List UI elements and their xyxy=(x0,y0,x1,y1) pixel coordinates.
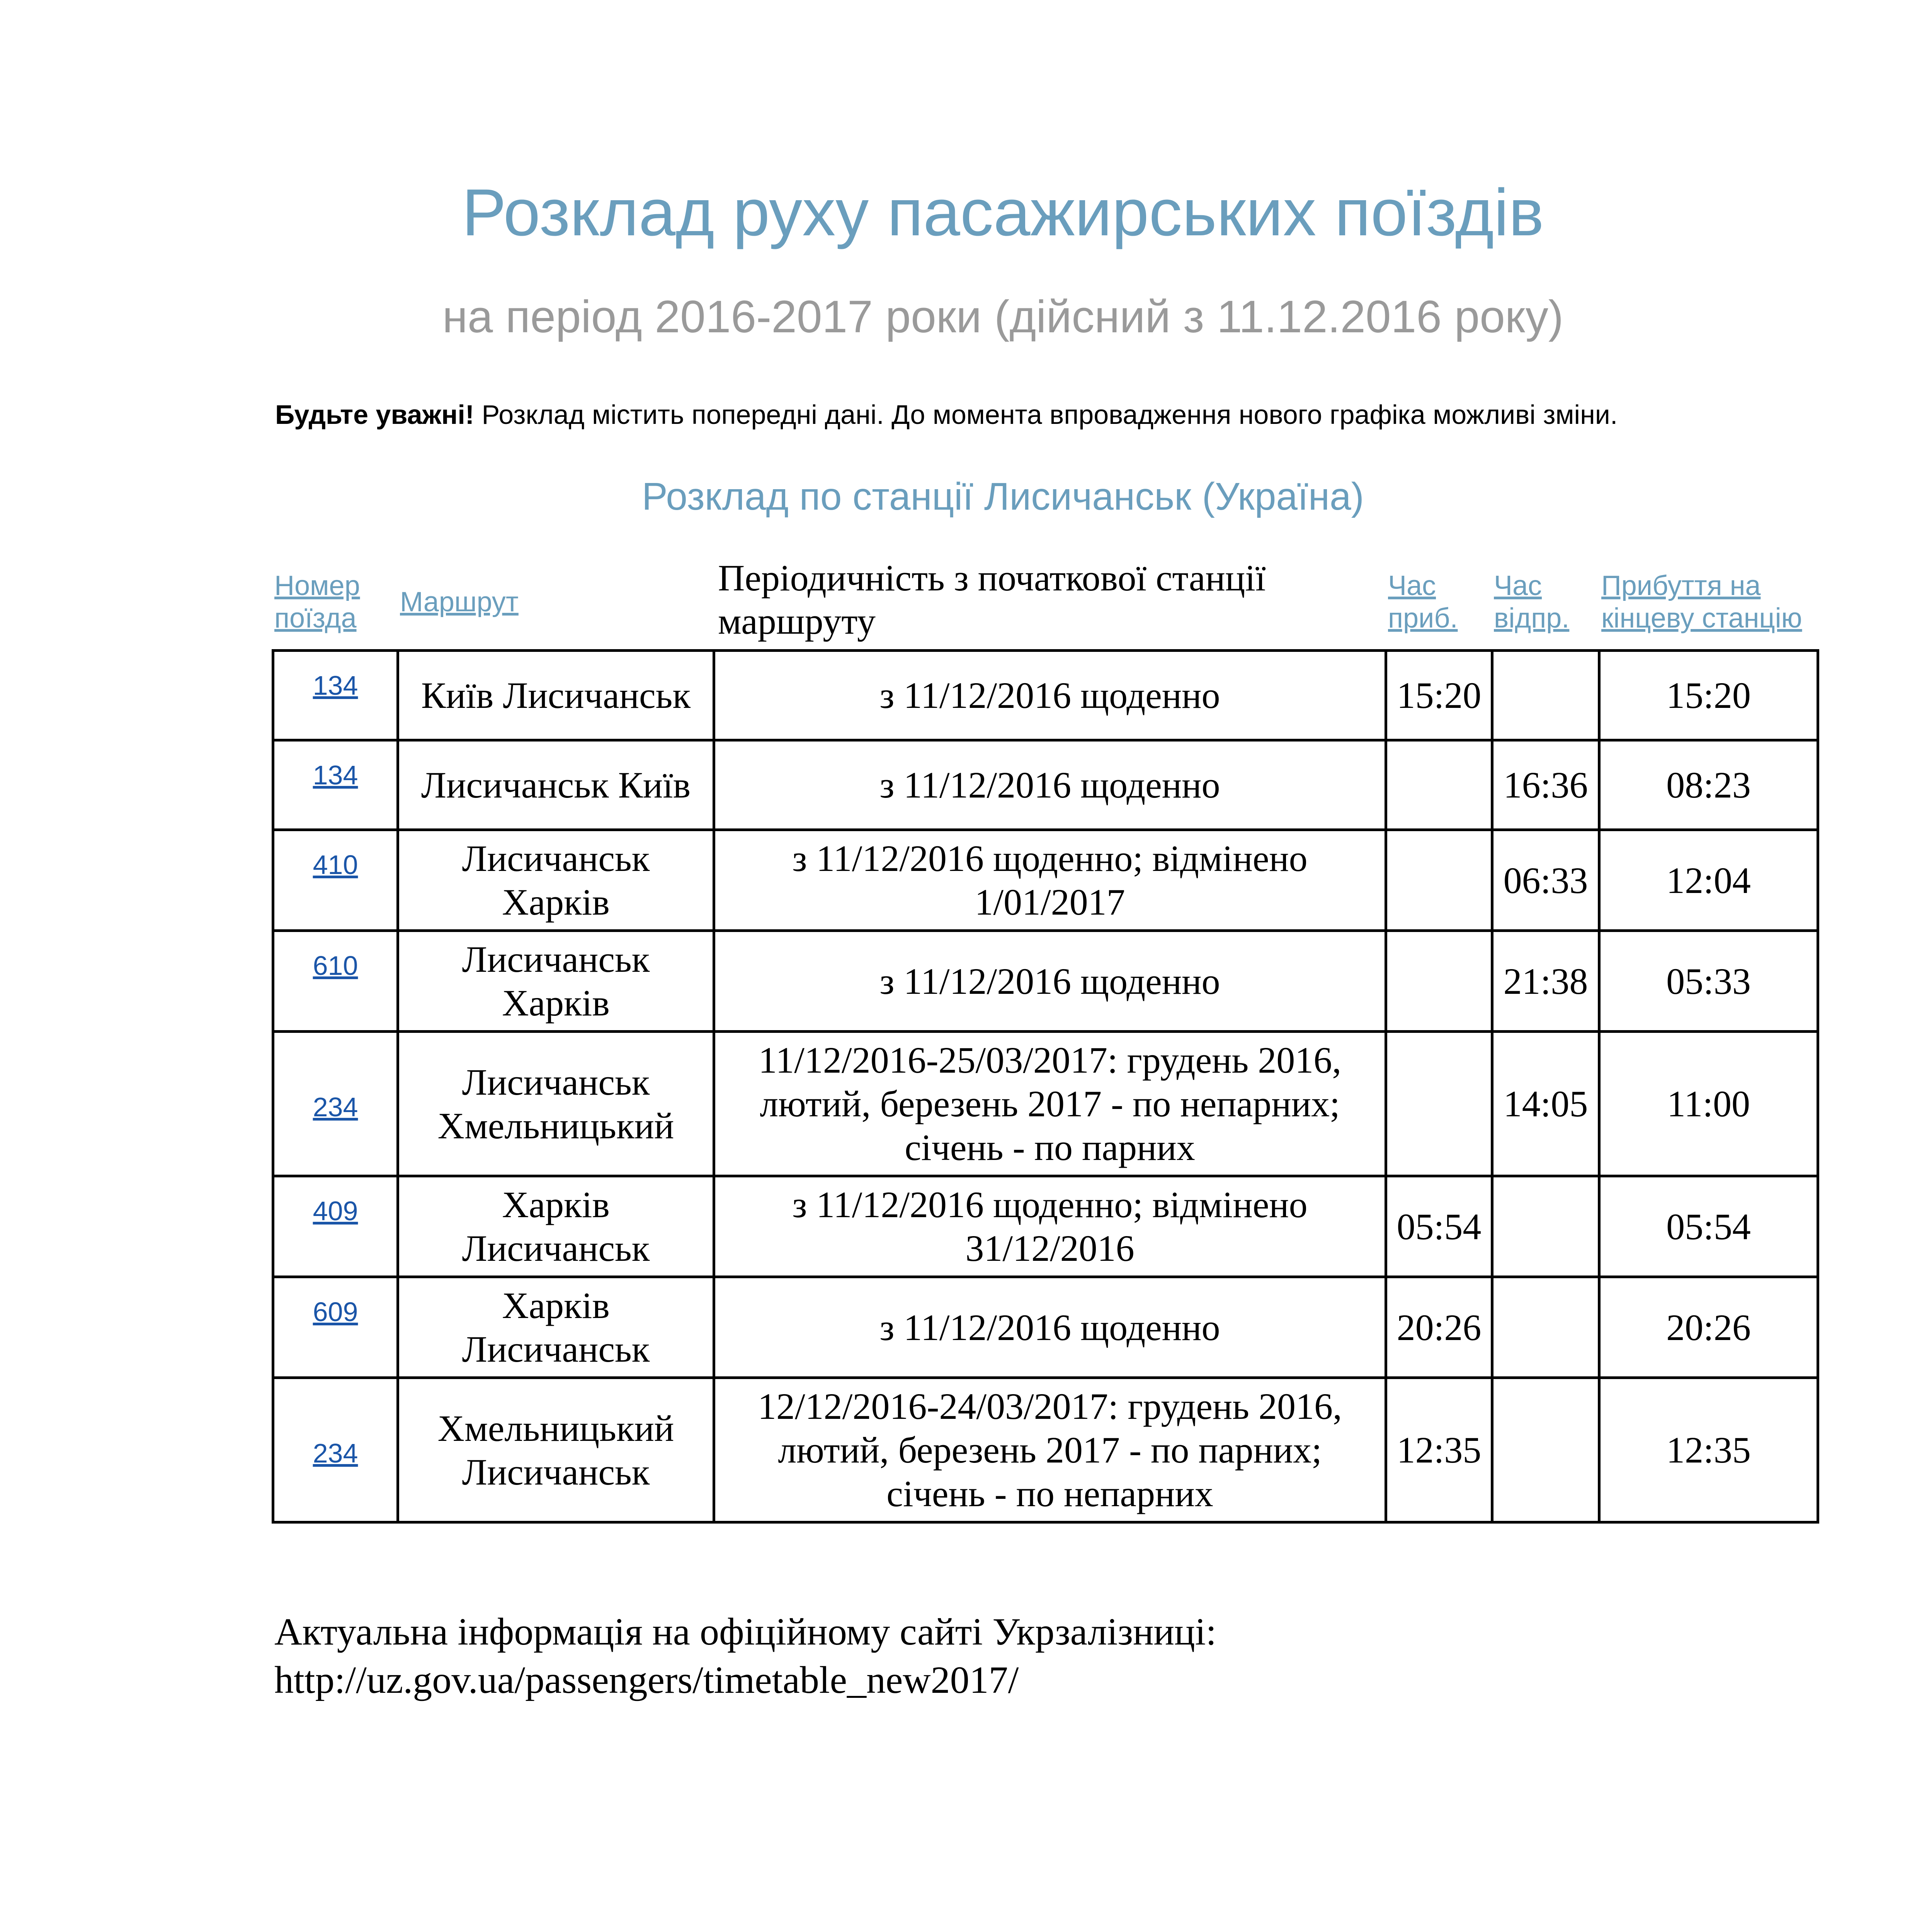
route-cell: Лисичанськ Харків xyxy=(398,931,714,1032)
arrival-cell: 12:35 xyxy=(1386,1378,1492,1522)
column-header-departure-line2: відпр. xyxy=(1494,603,1570,634)
arrival-cell xyxy=(1386,830,1492,931)
arrival-cell xyxy=(1386,931,1492,1032)
notice-bold: Будьте уважні! xyxy=(275,400,475,430)
train-number-link[interactable]: 234 xyxy=(313,1438,358,1468)
train-number-link[interactable]: 134 xyxy=(313,760,358,790)
route-cell: Лисичанськ Харків xyxy=(398,830,714,931)
train-number-cell xyxy=(273,1277,398,1378)
route-cell: Лисичанськ Київ xyxy=(398,740,714,830)
table-row xyxy=(273,651,1818,740)
footer-note xyxy=(274,1607,1216,1704)
train-number-link[interactable]: 134 xyxy=(313,670,358,701)
arrival-cell xyxy=(1386,740,1492,830)
route-cell: Київ Лисичанськ xyxy=(398,651,714,740)
route-cell: Лисичанськ Хмельницький xyxy=(398,1032,714,1176)
arrival-cell xyxy=(1386,1032,1492,1176)
table-row xyxy=(273,830,1818,931)
departure-cell: 14:05 xyxy=(1492,1032,1599,1176)
page-subtitle: на період 2016-2017 роки (дійсний з 11.12.2016 року) xyxy=(442,291,1564,342)
period-cell: з 11/12/2016 щоденно; відмінено 1/01/2017 xyxy=(714,830,1386,931)
period-cell: 12/12/2016-24/03/2017: грудень 2016, лютий, березень 2017 - по парних; січень - по непарних xyxy=(714,1378,1386,1522)
train-number-cell xyxy=(273,1032,398,1176)
column-header-arrival-line1: Час xyxy=(1388,570,1436,601)
final-arrival-cell: 15:20 xyxy=(1599,651,1818,740)
departure-cell: 06:33 xyxy=(1492,830,1599,931)
train-number-link[interactable]: 609 xyxy=(313,1297,358,1327)
final-arrival-cell: 05:54 xyxy=(1599,1176,1818,1277)
final-arrival-cell: 12:35 xyxy=(1599,1378,1818,1522)
arrival-cell: 15:20 xyxy=(1386,651,1492,740)
train-number-link[interactable]: 610 xyxy=(313,951,358,981)
train-number-cell xyxy=(273,740,398,830)
table-row xyxy=(273,740,1818,830)
page-title: Розклад руху пасажирських поїздів xyxy=(462,175,1544,250)
column-header-arrival-line2: приб. xyxy=(1388,603,1458,634)
column-header-train-line2: поїзда xyxy=(274,603,357,634)
column-header-departure[interactable] xyxy=(1494,570,1569,634)
table-row xyxy=(273,1378,1818,1522)
footer-line1: Актуальна інформація на офіційному сайті Укрзалізниці: xyxy=(274,1610,1217,1653)
column-header-route[interactable]: Маршрут xyxy=(400,587,519,617)
departure-cell: 21:38 xyxy=(1492,931,1599,1032)
train-number-link[interactable]: 409 xyxy=(313,1196,358,1226)
column-header-train-line1: Номер xyxy=(274,570,360,601)
train-number-link[interactable]: 234 xyxy=(313,1092,358,1122)
departure-cell xyxy=(1492,1176,1599,1277)
period-cell: з 11/12/2016 щоденно xyxy=(714,740,1386,830)
train-number-cell xyxy=(273,931,398,1032)
departure-cell xyxy=(1492,651,1599,740)
period-cell: з 11/12/2016 щоденно xyxy=(714,931,1386,1032)
table-row xyxy=(273,1277,1818,1378)
schedule-table xyxy=(272,649,1819,1524)
final-arrival-cell: 05:33 xyxy=(1599,931,1818,1032)
column-header-period: Періодичність з початкової станції маршруту xyxy=(718,557,1266,642)
period-cell: з 11/12/2016 щоденно xyxy=(714,1277,1386,1378)
arrival-cell: 20:26 xyxy=(1386,1277,1492,1378)
final-arrival-cell: 11:00 xyxy=(1599,1032,1818,1176)
train-number-cell xyxy=(273,1176,398,1277)
route-cell: Харків Лисичанськ xyxy=(398,1277,714,1378)
final-arrival-cell: 12:04 xyxy=(1599,830,1818,931)
route-cell: Харків Лисичанськ xyxy=(398,1176,714,1277)
route-cell: Хмельницький Лисичанськ xyxy=(398,1378,714,1522)
column-header-final-arrival-line1: Прибуття на xyxy=(1601,570,1761,601)
final-arrival-cell: 20:26 xyxy=(1599,1277,1818,1378)
footer-url: http://uz.gov.ua/passengers/timetable_new2017/ xyxy=(274,1658,1019,1701)
final-arrival-cell: 08:23 xyxy=(1599,740,1818,830)
table-row xyxy=(273,931,1818,1032)
period-cell: з 11/12/2016 щоденно xyxy=(714,651,1386,740)
train-number-cell xyxy=(273,830,398,931)
train-number-cell xyxy=(273,651,398,740)
departure-cell xyxy=(1492,1277,1599,1378)
departure-cell xyxy=(1492,1378,1599,1522)
departure-cell: 16:36 xyxy=(1492,740,1599,830)
column-header-arrival[interactable] xyxy=(1388,570,1458,634)
column-header-train[interactable] xyxy=(274,570,360,634)
notice xyxy=(275,397,1618,432)
column-header-final-arrival-line2: кінцеву станцію xyxy=(1601,603,1802,634)
train-number-link[interactable]: 410 xyxy=(313,850,358,880)
period-cell: з 11/12/2016 щоденно; відмінено 31/12/2016 xyxy=(714,1176,1386,1277)
train-number-cell xyxy=(273,1378,398,1522)
notice-text: Розклад містить попередні дані. До момента впровадження нового графіка можливі зміни. xyxy=(474,400,1618,430)
column-header-departure-line1: Час xyxy=(1494,570,1542,601)
table-row xyxy=(273,1176,1818,1277)
table-row xyxy=(273,1032,1818,1176)
arrival-cell: 05:54 xyxy=(1386,1176,1492,1277)
period-cell: 11/12/2016-25/03/2017: грудень 2016, лютий, березень 2017 - по непарних; січень - по парних xyxy=(714,1032,1386,1176)
station-title: Розклад по станції Лисичанськ (Україна) xyxy=(642,475,1364,518)
column-header-final-arrival[interactable] xyxy=(1601,570,1802,634)
